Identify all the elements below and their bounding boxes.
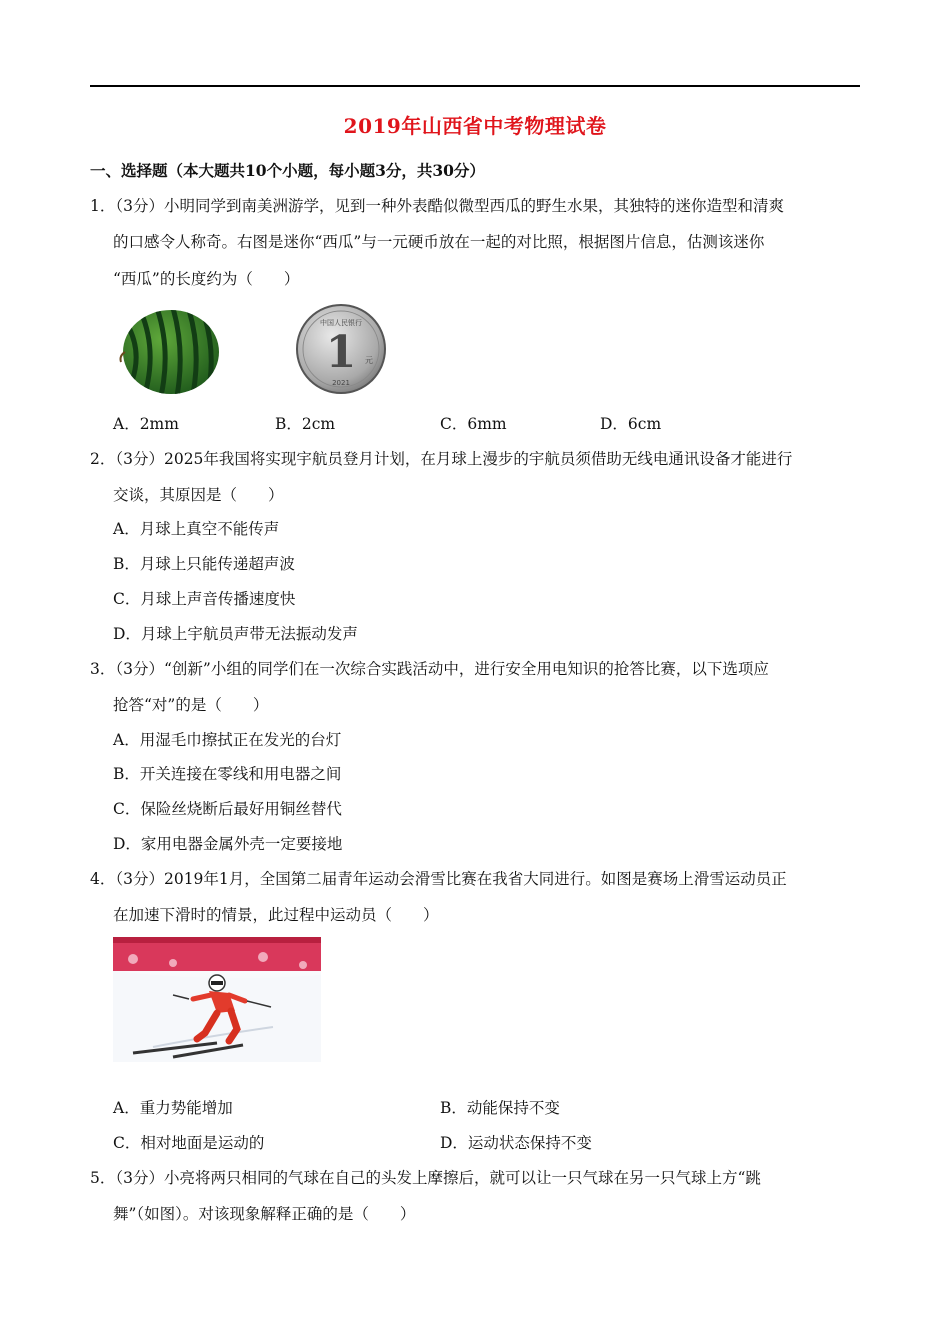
q4-option-b: B．动能保持不变 bbox=[440, 1099, 560, 1117]
q2-option-b: B．月球上只能传递超声波 bbox=[113, 555, 295, 573]
q3-line-1: 3．（3分）“创新”小组的同学们在一次综合实践活动中，进行安全用电知识的抢答比赛，以下选项应 bbox=[90, 660, 769, 678]
header-rule bbox=[90, 85, 860, 87]
q3-option-c: C．保险丝烧断后最好用铜丝替代 bbox=[113, 800, 342, 818]
q2-option-d: D．月球上宇航员声带无法振动发声 bbox=[113, 625, 358, 643]
q3-line-2: 抢答“对”的是（ ） bbox=[113, 696, 269, 714]
q3-option-a: A．用湿毛巾擦拭正在发光的台灯 bbox=[113, 731, 342, 749]
q5-line-2: 舞”（如图）。对该现象解释正确的是（ ） bbox=[113, 1205, 416, 1223]
coin-top-text: 中国人民银行 bbox=[320, 319, 362, 327]
coin-unit: 元 bbox=[365, 356, 373, 365]
coin-value: 1 bbox=[325, 327, 357, 378]
q3-option-d: D．家用电器金属外壳一定要接地 bbox=[113, 835, 343, 853]
q1-line-2: 的口感令人称奇。右图是迷你“西瓜”与一元硬币放在一起的对比照，根据图片信息，估测该迷你 bbox=[113, 233, 765, 251]
q4-option-a: A．重力势能增加 bbox=[113, 1099, 233, 1117]
coin-year: 2021 bbox=[332, 379, 350, 387]
q4-option-c: C．相对地面是运动的 bbox=[113, 1134, 265, 1152]
section-heading: 一、选择题（本大题共10个小题，每小题3分，共30分） bbox=[90, 161, 485, 180]
q2-option-a: A．月球上真空不能传声 bbox=[113, 520, 280, 538]
q4-line-1: 4．（3分）2019年1月，全国第二届青年运动会滑雪比赛在我省大同进行。如图是赛场上滑雪运动员正 bbox=[90, 870, 787, 888]
skier-image bbox=[113, 937, 321, 1066]
q4-line-2: 在加速下滑时的情景，此过程中运动员（ ） bbox=[113, 906, 439, 924]
q3-option-b: B．开关连接在零线和用电器之间 bbox=[113, 765, 342, 783]
q1-line-3: “西瓜”的长度约为（ ） bbox=[113, 270, 300, 288]
q1-option-c: C．6mm bbox=[440, 415, 507, 433]
q1-line-1: 1．（3分）小明同学到南美洲游学，见到一种外表酷似微型西瓜的野生水果，其独特的迷你造型和清爽 bbox=[90, 197, 784, 215]
q2-option-c: C．月球上声音传播速度快 bbox=[113, 590, 296, 608]
q5-line-1: 5．（3分）小亮将两只相同的气球在自己的头发上摩擦后，就可以让一只气球在另一只气球上方“跳 bbox=[90, 1169, 761, 1187]
q2-line-1: 2．（3分）2025年我国将实现宇航员登月计划，在月球上漫步的宇航员须借助无线电通讯设备才能进行 bbox=[90, 450, 793, 468]
q1-option-b: B．2cm bbox=[275, 415, 336, 433]
coin-image bbox=[290, 303, 392, 399]
watermelon-image bbox=[113, 304, 225, 400]
page-title: 2019年山西省中考物理试卷 bbox=[343, 114, 607, 138]
q1-option-a: A．2mm bbox=[113, 415, 179, 433]
q1-option-d: D．6cm bbox=[600, 415, 662, 433]
q4-option-d: D．运动状态保持不变 bbox=[440, 1134, 592, 1152]
q2-line-2: 交谈，其原因是（ ） bbox=[113, 486, 284, 504]
